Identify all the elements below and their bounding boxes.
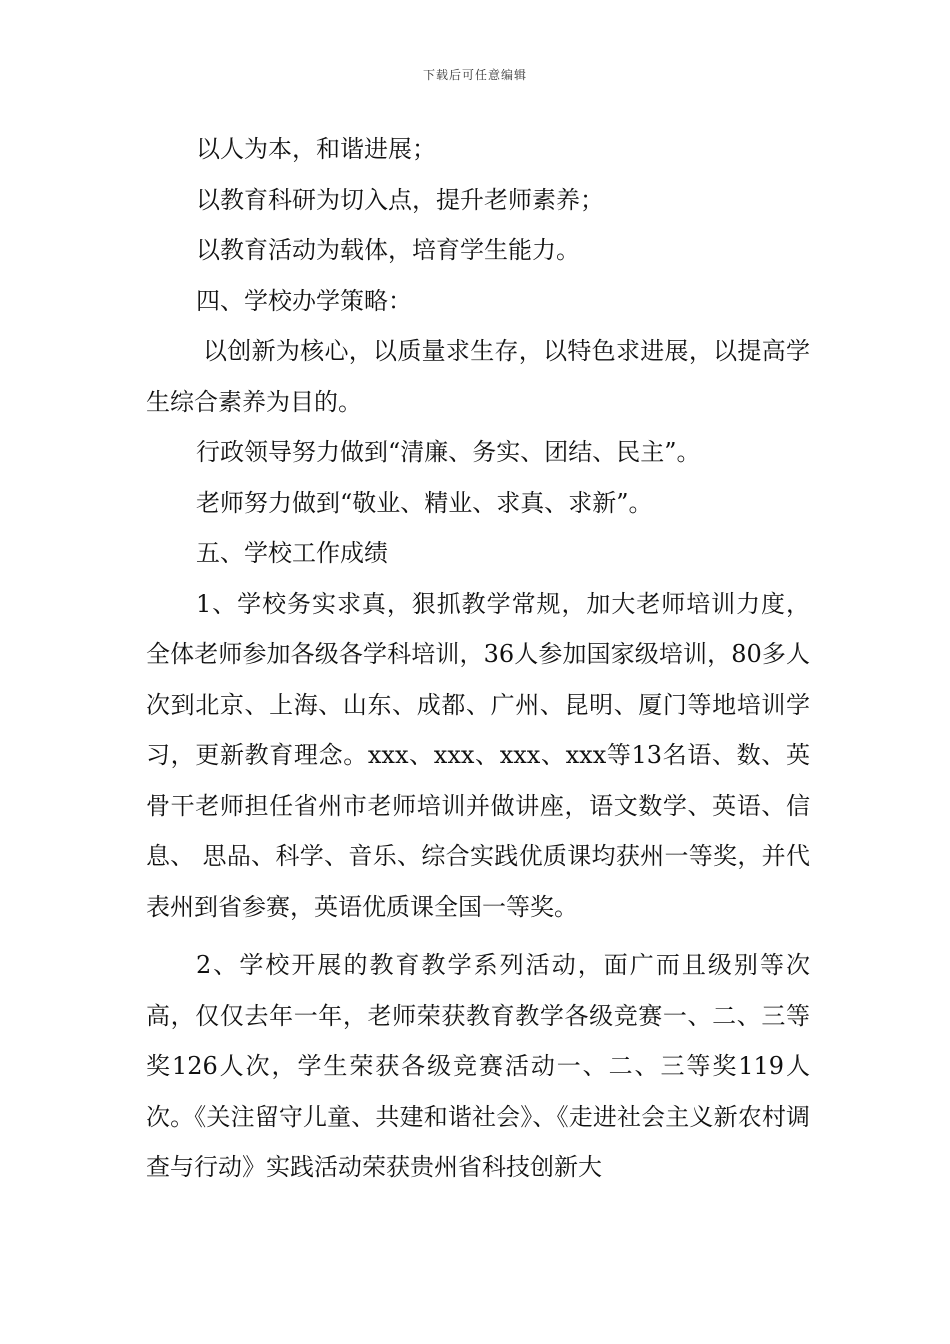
paragraph-teachers: 老师努力做到“敬业、精业、求真、求新”。 (196, 488, 653, 517)
section-heading-strategy: 四、学校办学策略： (196, 286, 412, 315)
paragraph-achievement-2: 2、学校开展的教育教学系列活动，面广而且级别等次高，仅仅去年一年，老师荣获教育教学各级竞赛一、二、三等奖126人次，学生荣获各级竞赛活动一、二、三等奖119人次。《关注留守儿童、共建和谐社会》、《走进社会主义新农村调查与行动》实践活动荣获贵州省科技创新大 (146, 951, 810, 1181)
section-heading-achievements: 五、学校工作成绩 (196, 539, 388, 567)
paragraph-strategy: 以创新为核心，以质量求生存，以特色求进展，以提高学生综合素养为目的。 (146, 337, 810, 416)
paragraph-motto-1: 以人为本，和谐进展； (196, 135, 436, 163)
paragraph-leadership: 行政领导努力做到“清廉、务实、团结、民主”。 (196, 438, 701, 466)
document-body (146, 124, 810, 1193)
page-header: 下载后可任意编辑 (422, 68, 527, 82)
paragraph-achievement-1: 1、学校务实求真，狠抓教学常规，加大老师培训力度，全体老师参加各级各学科培训，36人参加国家级培训，80多人次到北京、上海、山东、成都、广州、昆明、厦门等地培训学习，更新教育理念。xxx、xxx、xxx、xxx等13名语、数、英骨干老师担任省州市老师培训并做讲座，语文数学、英语、信息、 思品、科学、音乐、综合实践优质课均获州一等奖，并代表州到省参赛，英语优质课全国一等奖。 (146, 589, 810, 921)
paragraph-motto-3: 以教育活动为载体，培育学生能力。 (196, 236, 580, 264)
paragraph-motto-2: 以教育科研为切入点，提升老师素养； (196, 185, 604, 214)
